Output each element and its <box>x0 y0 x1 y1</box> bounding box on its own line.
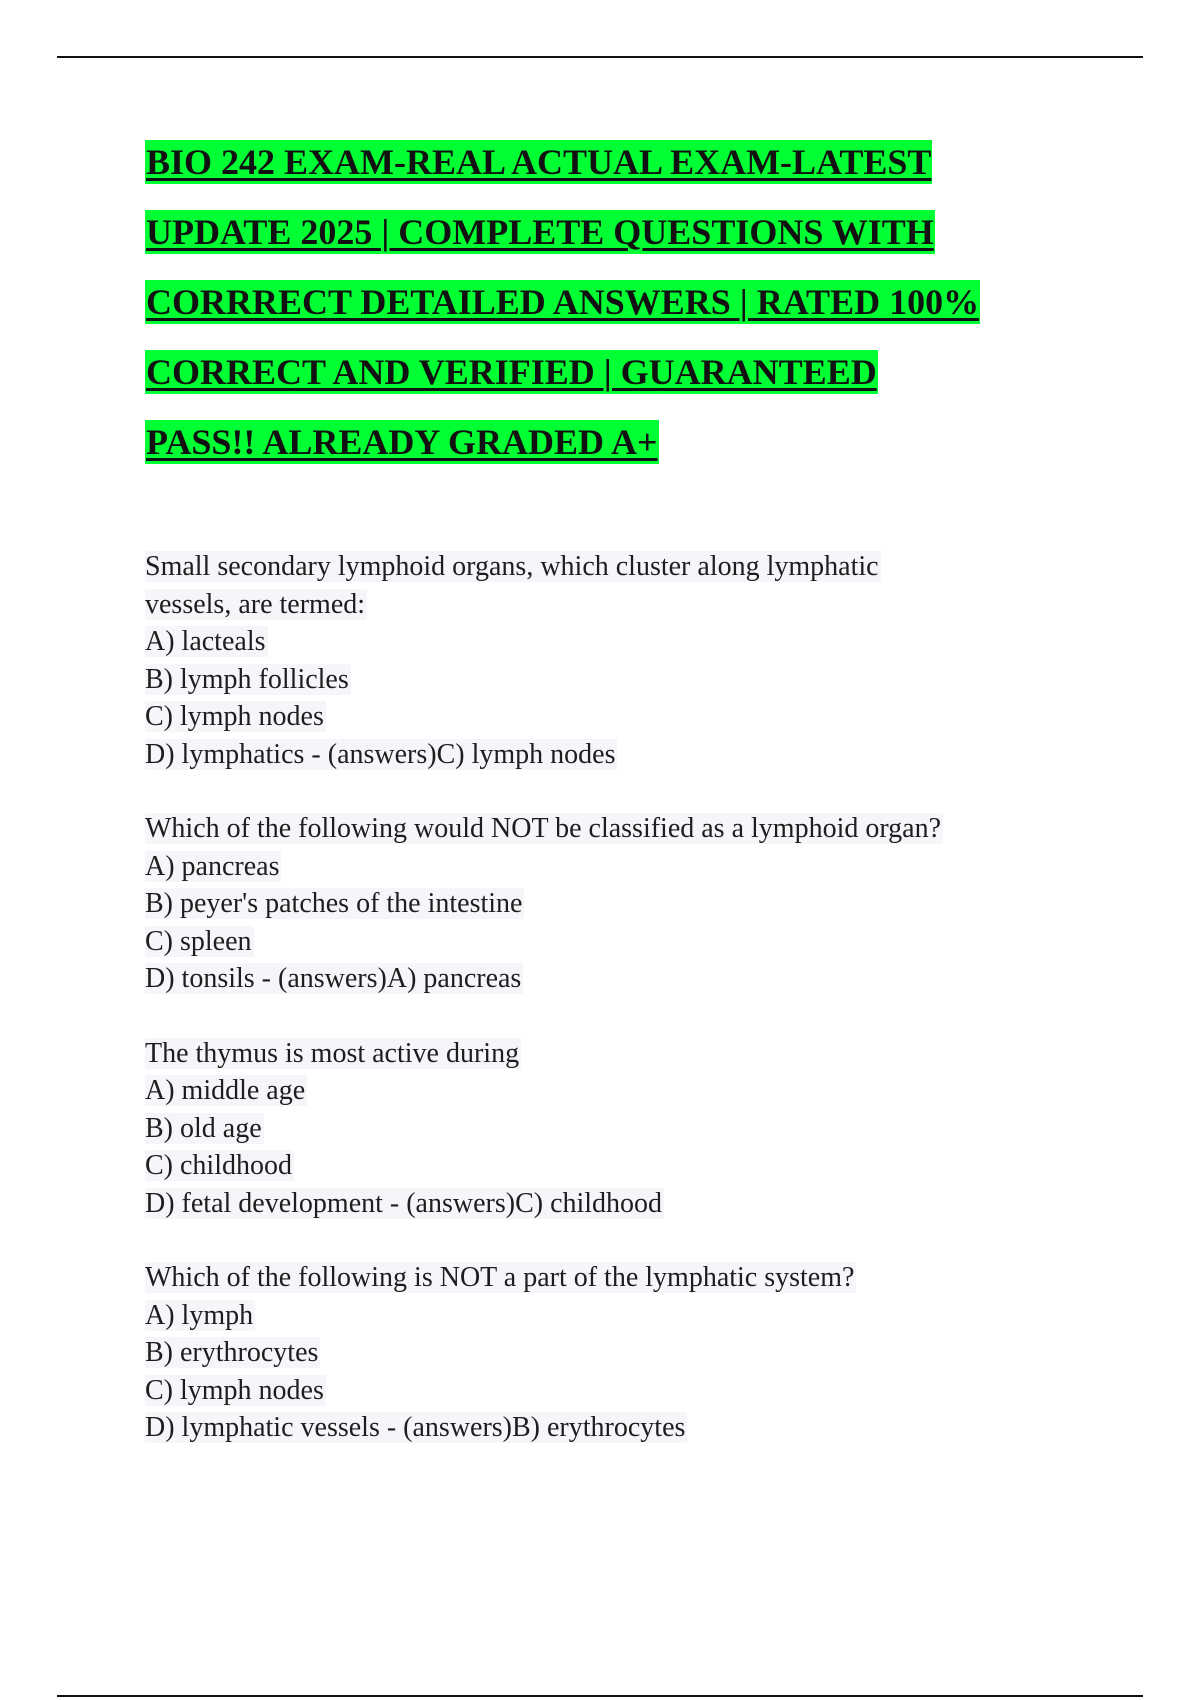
title-line: CORRECT AND VERIFIED | GUARANTEED <box>146 352 877 392</box>
question-item <box>145 1035 1155 1223</box>
answer-option: B) peyer's patches of the intestine <box>145 888 523 919</box>
bottom-rule <box>57 1695 1143 1697</box>
answer-option: B) lymph follicles <box>145 663 349 695</box>
answer-option: C) childhood <box>145 1150 292 1181</box>
answer-option-with-answer: D) fetal development - (answers)C) childhood <box>145 1187 663 1219</box>
title-line: CORRRECT DETAILED ANSWERS | RATED 100% <box>146 282 980 322</box>
answer-option: A) pancreas <box>145 850 280 882</box>
answer-option-with-answer: D) lymphatic vessels - (answers)B) erythrocytes <box>145 1412 686 1443</box>
question-list <box>145 548 1155 1484</box>
question-text: Which of the following is NOT a part of the lymphatic system? <box>145 1262 855 1293</box>
title-line: UPDATE 2025 | COMPLETE QUESTIONS WITH <box>146 212 934 252</box>
answer-option: A) lymph <box>145 1299 254 1331</box>
answer-option-with-answer: D) lymphatics - (answers)C) lymph nodes <box>145 738 616 770</box>
question-text: The thymus is most active during <box>145 1037 520 1069</box>
answer-option: A) middle age <box>145 1075 306 1106</box>
answer-option: A) lacteals <box>145 626 266 657</box>
answer-option: B) erythrocytes <box>145 1337 319 1368</box>
answer-option: C) spleen <box>145 925 252 957</box>
question-text: Small secondary lymphoid organs, which cluster along lymphatic <box>145 551 879 582</box>
question-item <box>145 1259 1155 1447</box>
top-rule <box>57 56 1143 58</box>
document-title <box>145 140 1145 490</box>
question-item <box>145 810 1155 998</box>
title-line: PASS!! ALREADY GRADED A+ <box>146 422 658 462</box>
answer-option: C) lymph nodes <box>145 1374 324 1406</box>
answer-option: B) old age <box>145 1112 262 1144</box>
question-text: vessels, are termed: <box>145 588 366 620</box>
answer-option: C) lymph nodes <box>145 701 324 732</box>
question-text: Which of the following would NOT be classified as a lymphoid organ? <box>145 813 942 844</box>
title-line: BIO 242 EXAM-REAL ACTUAL EXAM-LATEST <box>146 142 932 182</box>
answer-option-with-answer: D) tonsils - (answers)A) pancreas <box>145 963 522 994</box>
question-item <box>145 548 1155 773</box>
